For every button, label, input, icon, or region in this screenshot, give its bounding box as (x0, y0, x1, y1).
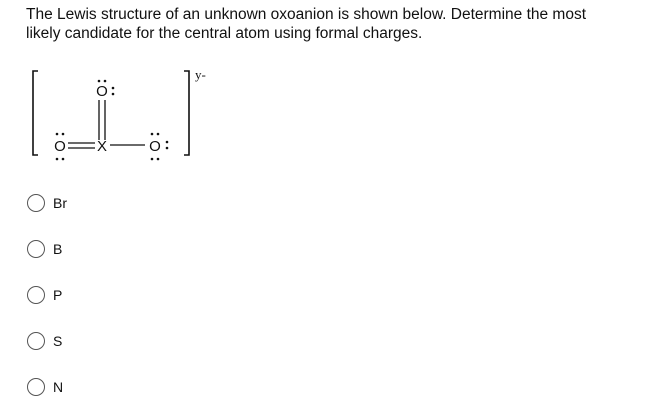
radio-button[interactable] (27, 194, 45, 212)
option-n[interactable] (27, 378, 63, 396)
lewis-structure (22, 63, 222, 168)
option-label: B (53, 241, 63, 257)
question-line-2: likely candidate for the central atom using formal charges. (26, 25, 423, 42)
option-br[interactable] (27, 194, 67, 212)
double-bond-left (68, 143, 95, 148)
option-label: Br (53, 195, 67, 211)
radio-button[interactable] (27, 378, 45, 396)
option-s[interactable] (27, 332, 62, 350)
question-text (26, 5, 636, 43)
right-oxygen-atom: O (149, 138, 161, 155)
radio-button[interactable] (27, 332, 45, 350)
option-b[interactable] (27, 240, 62, 258)
option-label: P (53, 287, 63, 303)
option-p[interactable] (27, 286, 62, 304)
question-line-1: The Lewis structure of an unknown oxoanion is shown below. Determine the most (26, 6, 587, 23)
top-oxygen-atom: O (96, 83, 108, 100)
left-oxygen-atom: O (54, 138, 66, 155)
option-label: S (53, 333, 63, 349)
double-bond-vertical (99, 100, 105, 140)
charge-label: y- (195, 67, 206, 82)
radio-button[interactable] (27, 240, 45, 258)
radio-button[interactable] (27, 286, 45, 304)
right-bracket (184, 71, 189, 155)
option-label: N (53, 379, 64, 395)
left-bracket (33, 71, 38, 155)
central-atom: X (96, 138, 108, 155)
